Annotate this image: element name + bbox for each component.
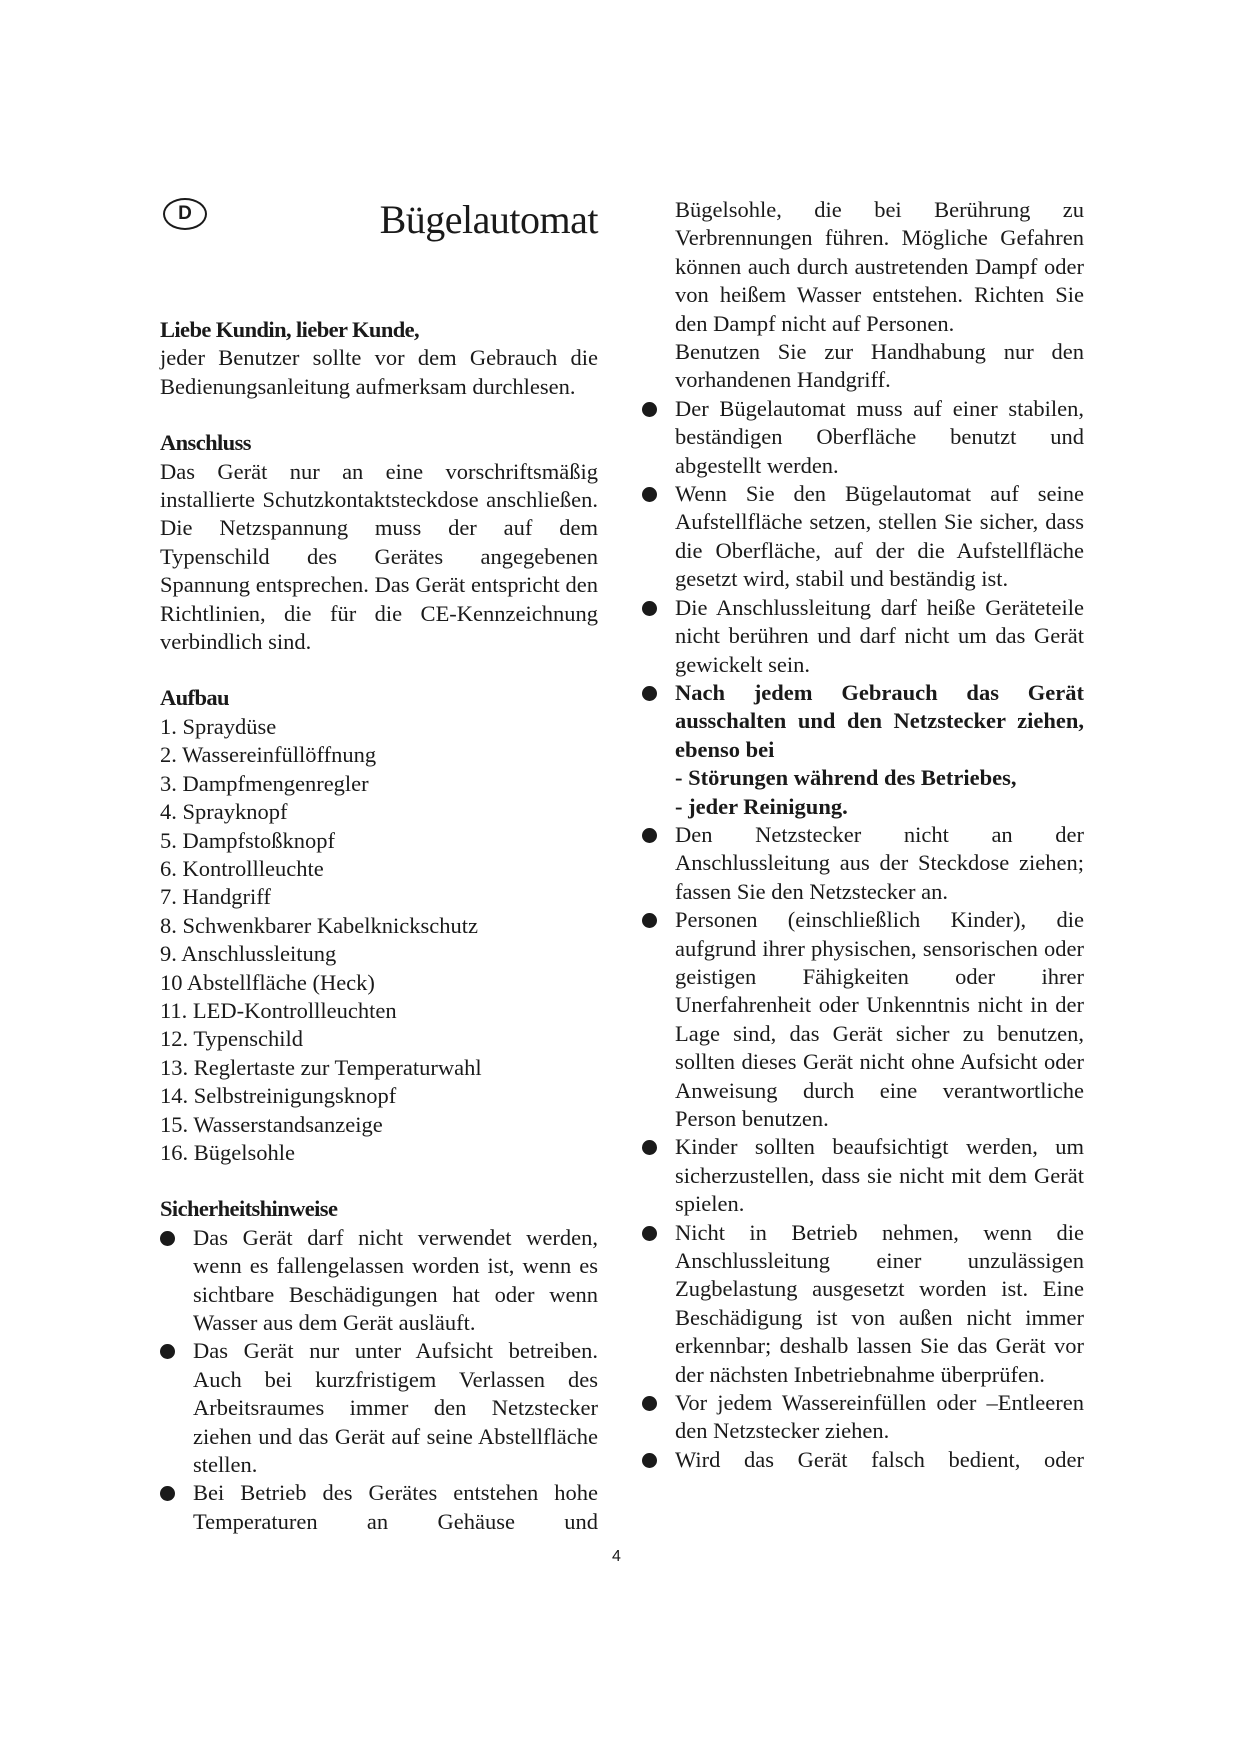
bullet-item	[160, 1479, 598, 1536]
bullet-text-bold: Nach jedem Gebrauch das Gerät ausschalten und den Netzstecker ziehen, ebenso bei	[675, 679, 1084, 762]
connection-section	[160, 429, 598, 656]
bullet-item	[642, 594, 1084, 679]
parts-section	[160, 684, 598, 1167]
list-item: 6. Kontrollleuchte	[160, 855, 324, 881]
bullet-text: Die Anschlussleitung darf heiße Geräteteile nicht berühren und darf nicht um das Gerät gewickelt sein.	[675, 594, 1084, 677]
bullet-item	[160, 1224, 598, 1338]
bullet-icon	[642, 487, 657, 502]
bullet-item	[642, 1446, 1084, 1474]
list-item: 4. Sprayknopf	[160, 799, 288, 825]
list-item: 7. Handgriff	[160, 884, 271, 910]
list-item: 12. Typenschild	[160, 1026, 303, 1052]
bullet-text: Wenn Sie den Bügelautomat auf seine Aufstellfläche setzen, stellen Sie sicher, dass die Oberfläche, auf der die Aufstellfläche gesetzt wird, stabil und beständig ist.	[675, 481, 1084, 592]
list-item: 13. Reglertaste zur Temperaturwahl	[160, 1054, 482, 1080]
list-item: 14. Selbstreinigungsknopf	[160, 1083, 397, 1109]
list-item: 15. Wasserstandsanzeige	[160, 1111, 383, 1137]
list-item: 8. Schwenkbarer Kabelknickschutz	[160, 912, 479, 938]
bullet-text: Bei Betrieb des Gerätes entstehen hohe Temperaturen an Gehäuse und	[193, 1480, 598, 1534]
safety-section	[160, 1195, 598, 1536]
intro-text: jeder Benutzer sollte vor dem Gebrauch die Bedienungsanleitung aufmerksam durchlesen.	[160, 345, 598, 399]
bullet-subitem: - Störungen während des Betriebes,	[675, 765, 1017, 791]
bullet-text: Nicht in Betrieb nehmen, wenn die Anschlussleitung einer unzulässigen Zugbelastung ausgesetzt worden ist. Eine Beschädigung ist von außen nicht immer erkennbar; deshalb lassen Sie das Gerät vor der nächsten Inbetriebnahme überprüfen.	[675, 1219, 1084, 1387]
bullet-text: Das Gerät nur unter Aufsicht betreiben. Auch bei kurzfristigem Verlassen des Arbeitsraumes immer den Netzstecker ziehen und das Gerät auf seine Abstellfläche stellen.	[193, 1338, 598, 1478]
list-item: 5. Dampfstoßknopf	[160, 827, 335, 853]
bullet-text: Den Netzstecker nicht an der Anschlussleitung aus der Steckdose ziehen; fassen Sie den Netzstecker an.	[675, 821, 1084, 904]
parts-heading: Aufbau	[160, 685, 229, 711]
list-item: 3. Dampfmengenregler	[160, 770, 369, 796]
bullet-icon	[642, 913, 657, 928]
parts-list	[160, 713, 598, 1168]
bullet-icon	[642, 1140, 657, 1155]
list-item: 2. Wassereinfüllöffnung	[160, 742, 377, 768]
continuation-text: Bügelsohle, die bei Berührung zu Verbrennungen führen. Mögliche Gefahren können auch durch austretenden Dampf oder von heißem Wasser entstehen. Richten Sie den Dampf nicht auf Personen.	[675, 197, 1084, 336]
bullet-text: Personen (einschließlich Kinder), die aufgrund ihrer physischen, sensorischen oder geistigen Fähigkeiten oder ihrer Unerfahrenheit oder Unkenntnis nicht in der Lage sind, das Gerät sicher zu benutzen, sollten dieses Gerät nicht ohne Aufsicht oder Anweisung durch eine verantwortliche Person benutzen.	[675, 907, 1084, 1131]
bullet-item	[642, 1219, 1084, 1389]
bullet-item	[642, 821, 1084, 906]
bullet-text: Vor jedem Wassereinfüllen oder –Entleeren den Netzstecker ziehen.	[675, 1390, 1084, 1444]
bullet-icon	[160, 1344, 175, 1359]
bullet-subitem: - jeder Reinigung.	[675, 793, 848, 819]
list-item: 9. Anschlussleitung	[160, 941, 337, 967]
bullet-item	[642, 395, 1084, 480]
bullet-icon	[642, 686, 657, 701]
bullet-icon	[642, 402, 657, 417]
bullet-icon	[642, 1226, 657, 1241]
bullet-icon	[642, 601, 657, 616]
bullet-text: Wird das Gerät falsch bedient, oder	[675, 1446, 1084, 1472]
header-row	[160, 196, 598, 250]
list-item: 1. Spraydüse	[160, 713, 277, 739]
language-badge: D	[163, 198, 207, 230]
bullet-text: Kinder sollten beaufsichtigt werden, um sicherzustellen, dass sie nicht mit dem Gerät spielen.	[675, 1134, 1084, 1217]
bullet-icon	[642, 1453, 657, 1468]
bullet-item	[642, 1389, 1084, 1446]
bullet-text: Das Gerät darf nicht verwendet werden, wenn es fallengelassen worden ist, wenn es sichtbare Beschädigungen hat oder wenn Wasser aus dem Gerät ausläuft.	[193, 1224, 598, 1335]
connection-text: Das Gerät nur an eine vorschriftsmäßig installierte Schutzkontaktsteckdose anschließen. Die Netzspannung muss der auf dem Typenschild des Gerätes angegebenen Spannung entsprechen. Das Gerät entspricht den Richtlinien, die für die CE-Kennzeichnung verbindlich sind.	[160, 458, 598, 655]
bullet-item	[642, 906, 1084, 1133]
bullet-item-bold	[642, 679, 1084, 821]
left-column	[160, 196, 598, 1536]
intro-section	[160, 316, 598, 401]
list-item: 10 Abstellfläche (Heck)	[160, 969, 375, 995]
bullet-icon	[642, 1396, 657, 1411]
right-column	[642, 196, 1084, 1474]
page-title: Bügelautomat	[379, 197, 598, 242]
list-item: 16. Bügelsohle	[160, 1139, 295, 1165]
continuation-text-2: Benutzen Sie zur Handhabung nur den vorhandenen Handgriff.	[675, 339, 1084, 393]
intro-heading: Liebe Kundin, lieber Kunde,	[160, 317, 420, 342]
bullet-item	[642, 1133, 1084, 1218]
page-number: 4	[612, 1548, 621, 1565]
bullet-icon	[160, 1231, 175, 1246]
connection-heading: Anschluss	[160, 430, 251, 456]
bullet-item	[642, 480, 1084, 594]
bullet-icon	[160, 1486, 175, 1501]
bullet-icon	[642, 828, 657, 843]
list-item: 11. LED-Kontrollleuchten	[160, 997, 397, 1023]
safety-heading: Sicherheitshinweise	[160, 1196, 338, 1222]
bullet-text: Der Bügelautomat muss auf einer stabilen, beständigen Oberfläche benutzt und abgestellt werden.	[675, 395, 1084, 478]
bullet-item	[160, 1337, 598, 1479]
